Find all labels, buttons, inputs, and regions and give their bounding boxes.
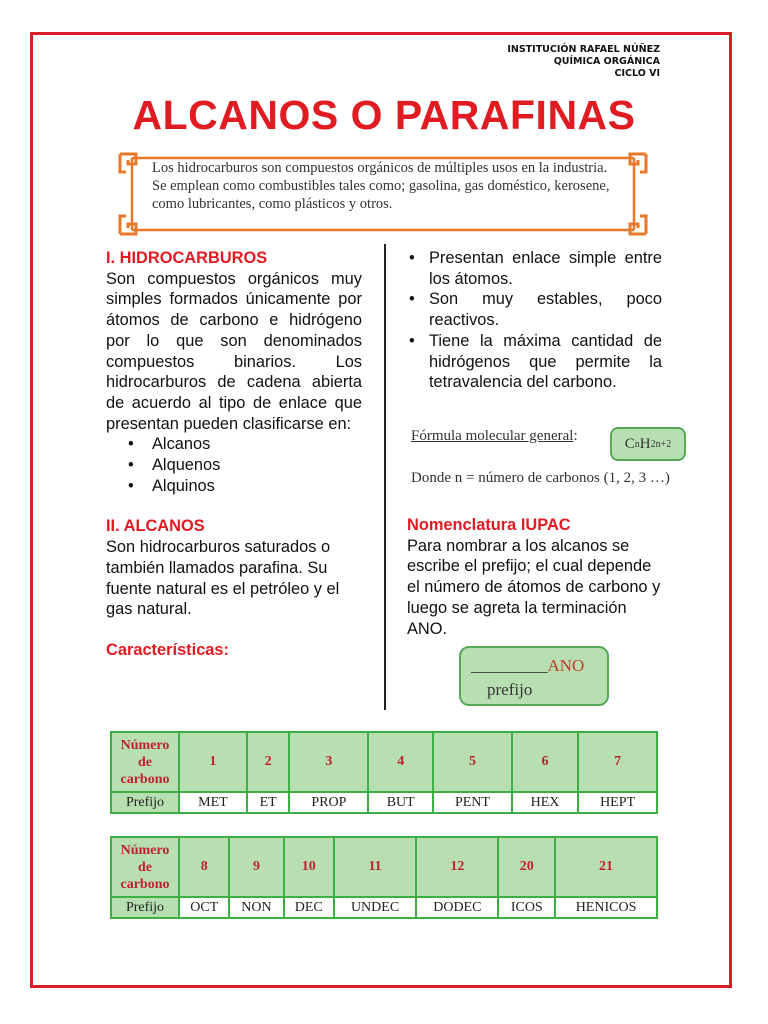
table-row [111, 792, 657, 813]
formula-definition: Donde n = número de carbonos (1, 2, 3 …) [411, 470, 670, 486]
table-cell: 10 [284, 837, 334, 897]
intro-text [152, 159, 622, 213]
table-header-label [111, 837, 179, 897]
table-cell: DEC [284, 897, 334, 918]
table-cell: 5 [433, 732, 512, 792]
school-header [507, 44, 660, 80]
list-item: • Alquinos [152, 476, 362, 497]
header-word: Número [120, 737, 170, 753]
list-item: • Tiene la máxima cantidad de hidrógenos que permite la tetravalencia del carbono. [429, 331, 662, 393]
school-name: INSTITUCIÓN RAFAEL NÚÑEZ [507, 44, 660, 55]
ano-suffix: ANO [547, 656, 585, 675]
table-row-label: Prefijo [111, 792, 179, 813]
formula-colon: : [573, 428, 578, 444]
formula-sub: 2n+2 [650, 438, 672, 450]
table-cell: MET [179, 792, 247, 813]
characteristics-heading: Características: [106, 640, 230, 659]
prefix-blank: _________ [471, 656, 548, 675]
cycle-label: CICLO VI [614, 68, 660, 79]
table-cell: HENICOS [555, 897, 657, 918]
formula-label: Fórmula molecular general [411, 428, 574, 444]
table-cell: DODEC [416, 897, 498, 918]
table-cell: HEPT [578, 792, 657, 813]
hydrocarbons-body: Son compuestos orgánicos muy simples formados únicamente por átomos de carbono e hidrógeno por lo que son denominados compuestos binarios. Los hidrocarburos de cadena abierta de acuerdo al tipo de enlace que presentan pueden clasificarse en: [106, 269, 362, 433]
table-cell: 6 [512, 732, 578, 792]
intro-line-2: Se emplean como combustibles tales como; gasolina, gas doméstico, kerosene, como lubricantes, como plásticos y otros. [152, 178, 610, 212]
hydrocarbon-types-list [106, 434, 362, 496]
hydrocarbons-heading: I. HIDROCARBUROS [106, 249, 268, 267]
nomenclature-body: Para nombrar a los alcanos se escribe el prefijo; el cual depende el número de átomos de carbono y luego se agreta la terminación ANO. [407, 536, 661, 638]
ano-line [471, 656, 584, 676]
intro-line-1: Los hidrocarburos son compuestos orgánicos de múltiples usos en la industria. [152, 160, 608, 176]
table-cell: BUT [368, 792, 433, 813]
table-header-label [111, 732, 179, 792]
nomenclature-section [407, 515, 662, 639]
general-formula-box [610, 427, 686, 461]
header-word: carbono [120, 771, 170, 787]
list-item: • Alcanos [152, 434, 362, 455]
list-item: • Presentan enlace simple entre los átomos. [429, 248, 662, 289]
formula-n: n [634, 438, 640, 450]
subject-name: QUÍMICA ORGÁNICA [553, 56, 660, 67]
table-row-label: Prefijo [111, 897, 179, 918]
table-cell: 2 [247, 732, 290, 792]
table-cell: PENT [433, 792, 512, 813]
table-cell: OCT [179, 897, 229, 918]
table-cell: PROP [289, 792, 368, 813]
table-row [111, 897, 657, 918]
prefix-table-2 [110, 836, 658, 919]
table-cell: ET [247, 792, 290, 813]
table-cell: 9 [229, 837, 283, 897]
table-cell: UNDEC [334, 897, 416, 918]
characteristics-list [407, 248, 662, 393]
table-cell: 20 [498, 837, 555, 897]
header-word: de [138, 859, 152, 875]
left-column [106, 248, 362, 661]
prefix-label: prefijo [487, 680, 533, 699]
list-item: • Alquenos [152, 455, 362, 476]
table-cell: 3 [289, 732, 368, 792]
table-cell: NON [229, 897, 283, 918]
table-cell: 8 [179, 837, 229, 897]
header-word: Número [120, 842, 170, 858]
table-cell: 12 [416, 837, 498, 897]
page-title: ALCANOS O PARAFINAS [132, 92, 636, 138]
column-divider [384, 244, 386, 710]
table-cell: 1 [179, 732, 247, 792]
formula-c: C [624, 435, 635, 452]
formula-h: H [639, 435, 651, 452]
alkanes-heading: II. ALCANOS [106, 517, 205, 536]
table-cell: 7 [578, 732, 657, 792]
nomenclature-heading: Nomenclatura IUPAC [407, 516, 571, 534]
right-column [407, 248, 662, 393]
table-cell: HEX [512, 792, 578, 813]
list-item: • Son muy estables, poco reactivos. [429, 289, 662, 330]
ano-box [459, 646, 609, 706]
table-cell: 21 [555, 837, 657, 897]
table-row [111, 837, 657, 897]
table-cell: 11 [334, 837, 416, 897]
table-row [111, 732, 657, 792]
prefix-table-1 [110, 731, 658, 814]
intro-frame [118, 150, 648, 238]
table-cell: 4 [368, 732, 433, 792]
alkanes-body: Son hidrocarburos saturados o también llamados parafina. Su fuente natural es el petróleo y el gas natural. [106, 538, 340, 619]
formula-line [411, 428, 578, 445]
header-word: de [138, 754, 152, 770]
header-word: carbono [120, 876, 170, 892]
table-cell: ICOS [498, 897, 555, 918]
